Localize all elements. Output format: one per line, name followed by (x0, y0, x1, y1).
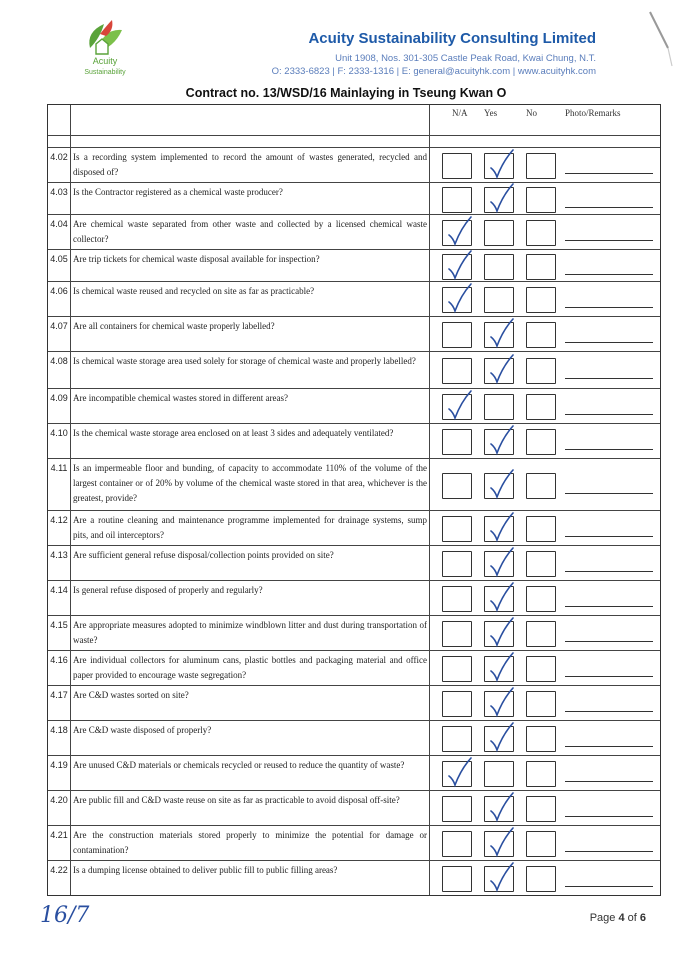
checkmark-icon (444, 755, 474, 789)
remarks-line[interactable] (565, 851, 653, 852)
column-yes-header: Yes (484, 108, 498, 118)
table-row (48, 650, 660, 685)
remarks-line[interactable] (565, 307, 653, 308)
item-question: Is the chemical waste storage area enclosed on at least 3 sides and adequately ventilated? (70, 424, 430, 458)
item-number: 4.12 (48, 511, 71, 545)
remarks-line[interactable] (565, 641, 653, 642)
checkbox-na[interactable] (442, 322, 472, 348)
table-row (48, 685, 660, 720)
checkmark-icon (486, 615, 516, 649)
handwritten-note: 16/7 (40, 903, 90, 928)
item-question: Is chemical waste reused and recycled on site as far as practicable? (70, 282, 430, 316)
checkmark-icon (486, 580, 516, 614)
item-question: Is a dumping license obtained to deliver public fill to public filling areas? (70, 861, 430, 895)
table-row (48, 249, 660, 281)
letterhead (0, 0, 692, 90)
item-question: Is chemical waste storage area used solely for storage of chemical waste and properly labelled? (70, 352, 430, 388)
staple-mark-icon (644, 8, 674, 68)
item-question: Are public fill and C&D waste reuse on site as far as practicable to avoid disposal off-site? (70, 791, 430, 825)
item-question: Is an impermeable floor and bunding, of capacity to accommodate 110% of the volume of the largest container or of 20% by volume of the chemical waste stored in that area, whichever is the greatest, provide? (70, 459, 430, 510)
header-num-cell (48, 105, 71, 135)
checkbox-no[interactable] (526, 551, 556, 577)
remarks-line[interactable] (565, 676, 653, 677)
remarks-line[interactable] (565, 342, 653, 343)
checkbox-no[interactable] (526, 473, 556, 499)
item-number: 4.11 (48, 459, 71, 510)
checkbox-na[interactable] (442, 187, 472, 213)
item-number: 4.21 (48, 826, 71, 860)
checkmark-icon (486, 147, 516, 181)
item-number: 4.09 (48, 389, 71, 423)
remarks-line[interactable] (565, 571, 653, 572)
checkmark-icon (444, 214, 474, 248)
table-row (48, 316, 660, 351)
checkbox-na[interactable] (442, 429, 472, 455)
checkbox-no[interactable] (526, 621, 556, 647)
checkbox-no[interactable] (526, 656, 556, 682)
checkbox-no[interactable] (526, 691, 556, 717)
company-contact: O: 2333-6823 | F: 2333-1316 | E: general@acuityhk.com | www.acuityhk.com (271, 66, 596, 77)
remarks-line[interactable] (565, 449, 653, 450)
checkbox-no[interactable] (526, 831, 556, 857)
spacer-question-cell (70, 136, 430, 147)
item-number: 4.06 (48, 282, 71, 316)
checkbox-na[interactable] (442, 551, 472, 577)
item-number: 4.16 (48, 651, 71, 685)
item-question: Are the construction materials stored properly to minimize the potential for damage or contamination? (70, 826, 430, 860)
column-remarks-header: Photo/Remarks (565, 108, 621, 118)
item-question: Are trip tickets for chemical waste disposal available for inspection? (70, 250, 430, 281)
item-number: 4.07 (48, 317, 71, 351)
table-row (48, 510, 660, 545)
item-number: 4.04 (48, 215, 71, 249)
checkbox-no[interactable] (526, 287, 556, 313)
table-row (48, 755, 660, 790)
company-name: Acuity Sustainability Consulting Limited (308, 30, 596, 47)
checkmark-icon (444, 281, 474, 315)
checkbox-na[interactable] (442, 726, 472, 752)
company-logo (74, 18, 134, 80)
header-question-cell (70, 105, 430, 135)
item-question: Is the Contractor registered as a chemical waste producer? (70, 183, 430, 214)
remarks-line[interactable] (565, 886, 653, 887)
checkmark-icon (486, 423, 516, 457)
item-question: Is a recording system implemented to record the amount of wastes generated, recycled and disposed of? (70, 148, 430, 182)
checkbox-na[interactable] (442, 516, 472, 542)
table-row (48, 458, 660, 510)
checkmark-icon (486, 316, 516, 350)
item-question: Are C&D wastes sorted on site? (70, 686, 430, 720)
checkbox-na[interactable] (442, 656, 472, 682)
checkmark-icon (486, 181, 516, 215)
company-address-block (272, 52, 596, 78)
table-spacer-row (48, 135, 660, 147)
checkbox-yes[interactable] (484, 254, 514, 280)
remarks-line[interactable] (565, 173, 653, 174)
table-row (48, 545, 660, 580)
column-no-header: No (526, 108, 537, 118)
checkmark-icon (486, 545, 516, 579)
spacer-num-cell (48, 136, 71, 147)
table-row (48, 147, 660, 182)
checkbox-na[interactable] (442, 358, 472, 384)
item-number: 4.22 (48, 861, 71, 895)
logo-text (74, 56, 136, 78)
table-row (48, 281, 660, 316)
checkbox-na[interactable] (442, 831, 472, 857)
checkmark-icon (486, 720, 516, 754)
table-row (48, 825, 660, 860)
page-current: 4 (618, 912, 625, 924)
item-question: Are incompatible chemical wastes stored in different areas? (70, 389, 430, 423)
item-number: 4.20 (48, 791, 71, 825)
checkmark-icon (486, 467, 516, 501)
remarks-line[interactable] (565, 816, 653, 817)
checkbox-no[interactable] (526, 586, 556, 612)
checkbox-no[interactable] (526, 220, 556, 246)
page-number (590, 912, 646, 924)
checkmark-icon (444, 388, 474, 422)
table-row (48, 720, 660, 755)
table-row (48, 580, 660, 615)
item-number: 4.05 (48, 250, 71, 281)
table-row (48, 182, 660, 214)
checkbox-na[interactable] (442, 586, 472, 612)
page-prefix: Page (589, 912, 619, 924)
checkbox-na[interactable] (442, 153, 472, 179)
checkbox-no[interactable] (526, 796, 556, 822)
logo-subtitle: Sustainability (84, 69, 126, 76)
checkbox-na[interactable] (442, 621, 472, 647)
checkbox-no[interactable] (526, 516, 556, 542)
remarks-line[interactable] (565, 781, 653, 782)
remarks-line[interactable] (565, 493, 653, 494)
item-number: 4.15 (48, 616, 71, 650)
checkmark-icon (486, 685, 516, 719)
checkbox-na[interactable] (442, 691, 472, 717)
item-question: Are a routine cleaning and maintenance programme implemented for drainage systems, sump pits, and oil interceptors? (70, 511, 430, 545)
checkbox-no[interactable] (526, 429, 556, 455)
checkbox-no[interactable] (526, 153, 556, 179)
checkmark-icon (486, 510, 516, 544)
item-number: 4.10 (48, 424, 71, 458)
remarks-line[interactable] (565, 414, 653, 415)
item-number: 4.18 (48, 721, 71, 755)
checkmark-icon (444, 248, 474, 282)
checkbox-na[interactable] (442, 473, 472, 499)
item-question: Are C&D waste disposed of properly? (70, 721, 430, 755)
checkbox-no[interactable] (526, 866, 556, 892)
checkbox-yes[interactable] (484, 761, 514, 787)
company-address: Unit 1908, Nos. 301-305 Castle Peak Road, Kwai Chung, N.T. (335, 53, 596, 64)
checkbox-yes[interactable] (484, 287, 514, 313)
item-number: 4.17 (48, 686, 71, 720)
table-row (48, 351, 660, 388)
remarks-line[interactable] (565, 274, 653, 275)
item-question: Are sufficient general refuse disposal/collection points provided on site? (70, 546, 430, 580)
checkbox-yes[interactable] (484, 394, 514, 420)
checkmark-icon (486, 650, 516, 684)
item-number: 4.03 (48, 183, 71, 214)
item-question: Is general refuse disposed of properly and regularly? (70, 581, 430, 615)
column-na-header: N/A (452, 108, 468, 118)
checkbox-no[interactable] (526, 358, 556, 384)
table-row (48, 388, 660, 423)
table-row (48, 214, 660, 249)
checkbox-no[interactable] (526, 726, 556, 752)
item-question: Are unused C&D materials or chemicals recycled or reused to reduce the quantity of waste? (70, 756, 430, 790)
item-question: Are chemical waste separated from other waste and collected by a licensed chemical waste collector? (70, 215, 430, 249)
logo-leaf-icon (82, 18, 126, 58)
remarks-line[interactable] (565, 711, 653, 712)
remarks-line[interactable] (565, 606, 653, 607)
table-header-row (48, 105, 660, 135)
item-number: 4.14 (48, 581, 71, 615)
page-of: of (624, 912, 640, 924)
item-number: 4.19 (48, 756, 71, 790)
remarks-line[interactable] (565, 536, 653, 537)
remarks-line[interactable] (565, 378, 653, 379)
item-number: 4.13 (48, 546, 71, 580)
checkmark-icon (486, 352, 516, 386)
checkbox-no[interactable] (526, 322, 556, 348)
checkbox-no[interactable] (526, 254, 556, 280)
item-number: 4.08 (48, 352, 71, 388)
item-question: Are individual collectors for aluminum cans, plastic bottles and packaging material and office paper provided to encourage waste segregation? (70, 651, 430, 685)
table-row (48, 615, 660, 650)
table-row (48, 790, 660, 825)
checkbox-no[interactable] (526, 761, 556, 787)
table-row (48, 860, 660, 895)
checkbox-no[interactable] (526, 394, 556, 420)
remarks-line[interactable] (565, 746, 653, 747)
checkmark-icon (486, 860, 516, 894)
remarks-line[interactable] (565, 240, 653, 241)
checkbox-na[interactable] (442, 796, 472, 822)
item-number: 4.02 (48, 148, 71, 182)
remarks-line[interactable] (565, 207, 653, 208)
item-question: Are appropriate measures adopted to minimize windblown litter and dust during transportation of waste? (70, 616, 430, 650)
checkbox-na[interactable] (442, 866, 472, 892)
checkmark-icon (486, 790, 516, 824)
page-total: 6 (639, 912, 646, 924)
checkbox-yes[interactable] (484, 220, 514, 246)
table-row (48, 423, 660, 458)
checkmark-icon (486, 825, 516, 859)
checklist-table (47, 104, 661, 896)
contract-title: Contract no. 13/WSD/16 Mainlaying in Tseung Kwan O (185, 86, 507, 100)
item-question: Are all containers for chemical waste properly labelled? (70, 317, 430, 351)
checkbox-no[interactable] (526, 187, 556, 213)
logo-name: Acuity (92, 56, 118, 66)
